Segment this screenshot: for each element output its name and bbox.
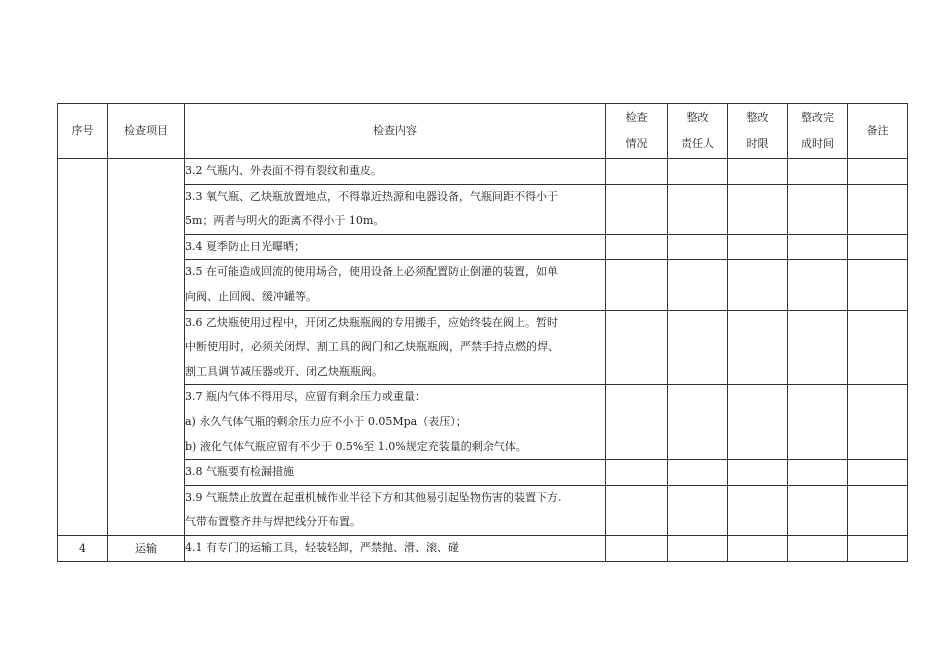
table-row <box>58 460 908 486</box>
row-content <box>185 485 606 535</box>
content-line: 3.3 氧气瓶、乙炔瓶放置地点，不得靠近热源和电器设备，气瓶间距不得小于 <box>185 189 558 203</box>
header-row <box>58 104 908 159</box>
header-done-time-line: 成时间 <box>801 137 834 150</box>
cell-status[interactable] <box>606 184 668 234</box>
table-row <box>58 535 908 561</box>
content-line: 3.7 瓶内气体不得用尽，应留有剩余压力或重量： <box>185 390 426 404</box>
content-line: 向阀、止回阀、缓冲罐等。 <box>185 289 317 303</box>
row-content <box>185 385 606 460</box>
row-content <box>185 234 606 260</box>
header-person <box>668 104 728 159</box>
header-status-line: 检查 <box>625 111 648 124</box>
cell-deadline[interactable] <box>728 310 788 385</box>
table-row <box>58 234 908 260</box>
content-line: b) 液化气体气瓶应留有不少于 0.5%至 1.0%规定充装量的剩余气体。 <box>185 439 527 453</box>
cell-remark[interactable] <box>848 535 908 561</box>
content-line: 3.9 气瓶禁止放置在起重机械作业半径下方和其他易引起坠物伤害的装置下方. <box>185 490 562 504</box>
header-done-time <box>788 104 848 159</box>
cell-deadline[interactable] <box>728 260 788 310</box>
cell-deadline[interactable] <box>728 460 788 486</box>
cell-remark[interactable] <box>848 385 908 460</box>
cell-remark[interactable] <box>848 260 908 310</box>
content-line: 3.2 气瓶内、外表面不得有裂纹和重皮。 <box>185 164 382 177</box>
header-content: 检查内容 <box>185 104 606 159</box>
inspection-table <box>57 103 908 562</box>
cell-status[interactable] <box>606 310 668 385</box>
cell-done-time[interactable] <box>788 159 848 185</box>
cell-deadline[interactable] <box>728 184 788 234</box>
row-content <box>185 159 606 185</box>
cell-deadline[interactable] <box>728 485 788 535</box>
cell-done-time[interactable] <box>788 485 848 535</box>
row-seq: 4 <box>58 535 108 561</box>
merged-seq-cell <box>58 159 108 536</box>
cell-person[interactable] <box>668 385 728 460</box>
cell-deadline[interactable] <box>728 234 788 260</box>
cell-status[interactable] <box>606 159 668 185</box>
content-line: 3.8 气瓶要有检漏措施 <box>185 465 294 479</box>
header-seq: 序号 <box>58 104 108 159</box>
content-line: 中断使用时，必须关闭焊、割工具的阀门和乙炔瓶瓶阀，严禁手持点燃的焊、 <box>185 340 559 354</box>
header-status <box>606 104 668 159</box>
cell-status[interactable] <box>606 385 668 460</box>
content-line: 气带布置整齐并与焊把线分开布置。 <box>185 515 361 529</box>
table-row <box>58 184 908 234</box>
table-row <box>58 159 908 185</box>
header-remark: 备注 <box>848 104 908 159</box>
cell-deadline[interactable] <box>728 385 788 460</box>
cell-person[interactable] <box>668 260 728 310</box>
cell-person[interactable] <box>668 310 728 385</box>
table-row <box>58 310 908 385</box>
content-line: 割工具调节减压器或开、闭乙炔瓶瓶阀。 <box>185 364 383 378</box>
header-done-time-line: 整改完 <box>801 111 834 124</box>
content-line: 5m；两者与明火的距离不得小于 10m。 <box>185 214 385 228</box>
cell-done-time[interactable] <box>788 310 848 385</box>
header-person-line: 责任人 <box>681 137 714 150</box>
cell-done-time[interactable] <box>788 234 848 260</box>
cell-done-time[interactable] <box>788 260 848 310</box>
cell-status[interactable] <box>606 535 668 561</box>
cell-done-time[interactable] <box>788 385 848 460</box>
cell-deadline[interactable] <box>728 535 788 561</box>
cell-done-time[interactable] <box>788 460 848 486</box>
cell-person[interactable] <box>668 184 728 234</box>
row-content: 4.1 有专门的运输工具，轻装轻卸，严禁抛、滑、滚、碰 <box>185 535 606 561</box>
row-item: 运输 <box>108 535 185 561</box>
cell-status[interactable] <box>606 460 668 486</box>
header-deadline <box>728 104 788 159</box>
row-content <box>185 260 606 310</box>
cell-remark[interactable] <box>848 310 908 385</box>
cell-status[interactable] <box>606 485 668 535</box>
header-deadline-line: 整改 <box>746 111 769 124</box>
cell-person[interactable] <box>668 535 728 561</box>
cell-status[interactable] <box>606 260 668 310</box>
table-row <box>58 485 908 535</box>
header-deadline-line: 时限 <box>746 137 769 150</box>
content-line: 3.6 乙炔瓶使用过程中，开闭乙炔瓶瓶阀的专用搬手，应始终装在阀上。暂时 <box>185 315 558 329</box>
cell-remark[interactable] <box>848 485 908 535</box>
cell-status[interactable] <box>606 234 668 260</box>
cell-person[interactable] <box>668 159 728 185</box>
row-content <box>185 310 606 385</box>
cell-done-time[interactable] <box>788 184 848 234</box>
table-row <box>58 385 908 460</box>
header-person-line: 整改 <box>686 111 709 124</box>
header-status-line: 情况 <box>625 137 648 150</box>
row-content <box>185 460 606 486</box>
content-line: 3.4 夏季防止日光曝晒； <box>185 239 305 253</box>
cell-person[interactable] <box>668 460 728 486</box>
table-row <box>58 260 908 310</box>
content-line: a) 永久气体气瓶的剩余压力应不小于 0.05Mpa（表压）； <box>185 414 467 428</box>
cell-remark[interactable] <box>848 234 908 260</box>
cell-done-time[interactable] <box>788 535 848 561</box>
cell-remark[interactable] <box>848 184 908 234</box>
row-content <box>185 184 606 234</box>
merged-item-cell <box>108 159 185 536</box>
cell-remark[interactable] <box>848 460 908 486</box>
header-item: 检查项目 <box>108 104 185 159</box>
cell-deadline[interactable] <box>728 159 788 185</box>
cell-person[interactable] <box>668 234 728 260</box>
content-line: 3.5 在可能造成回流的使用场合，使用设备上必须配置防止倒灌的装置，如单 <box>185 265 558 279</box>
cell-remark[interactable] <box>848 159 908 185</box>
cell-person[interactable] <box>668 485 728 535</box>
